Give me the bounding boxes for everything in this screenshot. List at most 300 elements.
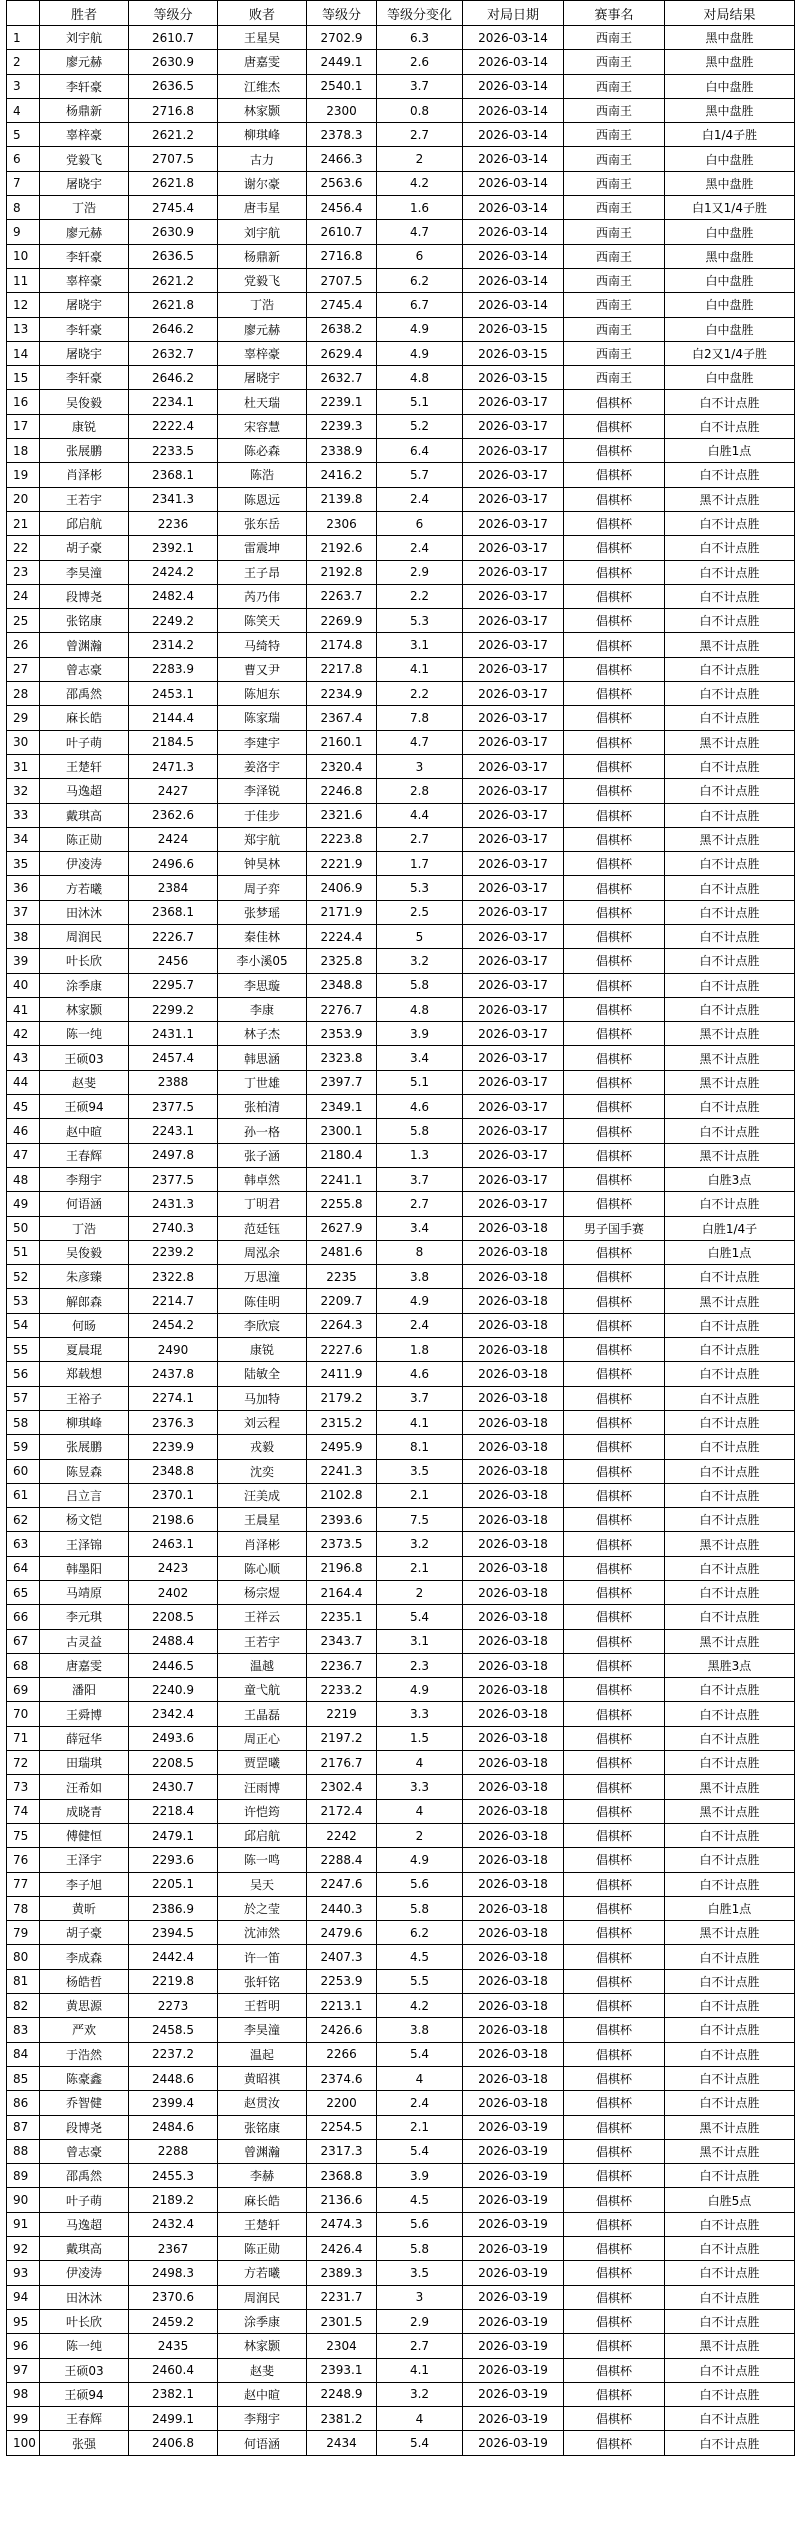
winner-name: 屠晓宇 (40, 341, 129, 365)
loser-rating: 2192.8 (307, 560, 377, 584)
winner-rating: 2457.4 (129, 1046, 218, 1070)
loser-rating: 2174.8 (307, 633, 377, 657)
game-date: 2026-03-17 (463, 706, 564, 730)
game-result: 白胜5点 (665, 2188, 795, 2212)
rating-change: 2.1 (377, 1556, 463, 1580)
event-name: 倡棋杯 (564, 657, 665, 681)
loser-rating: 2474.3 (307, 2212, 377, 2236)
winner-name: 李轩豪 (40, 74, 129, 98)
row-index: 11 (7, 268, 40, 292)
row-index: 77 (7, 1872, 40, 1896)
loser-name: 屠晓宇 (218, 366, 307, 390)
loser-rating: 2440.3 (307, 1896, 377, 1920)
winner-name: 朱彦臻 (40, 1265, 129, 1289)
game-date: 2026-03-19 (463, 2164, 564, 2188)
table-row (7, 1240, 795, 1264)
event-name: 倡棋杯 (564, 1459, 665, 1483)
table-row (7, 1070, 795, 1094)
event-name: 倡棋杯 (564, 949, 665, 973)
loser-rating: 2136.6 (307, 2188, 377, 2212)
loser-name: 李赫 (218, 2164, 307, 2188)
event-name: 倡棋杯 (564, 1265, 665, 1289)
row-index: 47 (7, 1143, 40, 1167)
rating-change: 4.5 (377, 2188, 463, 2212)
event-name: 倡棋杯 (564, 1702, 665, 1726)
winner-rating: 2459.2 (129, 2309, 218, 2333)
loser-rating: 2406.9 (307, 876, 377, 900)
loser-name: 林子杰 (218, 1022, 307, 1046)
game-result: 白胜3点 (665, 1167, 795, 1191)
game-date: 2026-03-18 (463, 1799, 564, 1823)
winner-rating: 2218.4 (129, 1799, 218, 1823)
game-result: 白中盘胜 (665, 74, 795, 98)
loser-rating: 2393.1 (307, 2358, 377, 2382)
winner-rating: 2430.7 (129, 1775, 218, 1799)
loser-rating: 2253.9 (307, 1969, 377, 1993)
event-name: 倡棋杯 (564, 1775, 665, 1799)
rating-change: 6.3 (377, 26, 463, 50)
rating-change: 4.2 (377, 1994, 463, 2018)
game-date: 2026-03-18 (463, 1338, 564, 1362)
row-index: 70 (7, 1702, 40, 1726)
winner-name: 田沐沐 (40, 2285, 129, 2309)
loser-name: 韩卓然 (218, 1167, 307, 1191)
game-result: 白不计点胜 (665, 2066, 795, 2090)
game-date: 2026-03-17 (463, 1046, 564, 1070)
game-date: 2026-03-17 (463, 390, 564, 414)
game-result: 白不计点胜 (665, 779, 795, 803)
rating-change: 5.2 (377, 414, 463, 438)
game-result: 白不计点胜 (665, 1095, 795, 1119)
loser-rating: 2540.1 (307, 74, 377, 98)
game-date: 2026-03-17 (463, 779, 564, 803)
header-rating-change: 等级分变化 (377, 1, 463, 26)
loser-name: 周泓余 (218, 1240, 307, 1264)
game-result: 黑不计点胜 (665, 1629, 795, 1653)
loser-rating: 2234.9 (307, 682, 377, 706)
game-date: 2026-03-17 (463, 1192, 564, 1216)
loser-rating: 2411.9 (307, 1362, 377, 1386)
game-result: 黑中盘胜 (665, 98, 795, 122)
winner-name: 李子旭 (40, 1872, 129, 1896)
loser-rating: 2343.7 (307, 1629, 377, 1653)
rating-change: 2.7 (377, 1192, 463, 1216)
row-index: 75 (7, 1823, 40, 1847)
table-row (7, 171, 795, 195)
game-date: 2026-03-14 (463, 220, 564, 244)
table-row (7, 1459, 795, 1483)
loser-rating: 2242 (307, 1823, 377, 1847)
winner-name: 曾志豪 (40, 657, 129, 681)
game-result: 白中盘胜 (665, 268, 795, 292)
table-row (7, 1775, 795, 1799)
event-name: 倡棋杯 (564, 536, 665, 560)
game-result: 白胜1点 (665, 1896, 795, 1920)
table-row (7, 2407, 795, 2431)
loser-name: 涂季康 (218, 2309, 307, 2333)
game-result: 白不计点胜 (665, 1751, 795, 1775)
winner-rating: 2479.1 (129, 1823, 218, 1847)
row-index: 23 (7, 560, 40, 584)
loser-name: 马加特 (218, 1386, 307, 1410)
winner-name: 马逸超 (40, 779, 129, 803)
loser-rating: 2449.1 (307, 50, 377, 74)
rating-change: 1.8 (377, 1338, 463, 1362)
game-result: 黑不计点胜 (665, 730, 795, 754)
row-index: 4 (7, 98, 40, 122)
game-result: 黑不计点胜 (665, 827, 795, 851)
game-result: 白不计点胜 (665, 2212, 795, 2236)
event-name: 倡棋杯 (564, 2334, 665, 2358)
table-row (7, 293, 795, 317)
game-result: 白不计点胜 (665, 2358, 795, 2382)
loser-rating: 2426.6 (307, 2018, 377, 2042)
event-name: 倡棋杯 (564, 1751, 665, 1775)
event-name: 倡棋杯 (564, 609, 665, 633)
game-result: 黑胜3点 (665, 1653, 795, 1677)
loser-rating: 2171.9 (307, 900, 377, 924)
game-date: 2026-03-15 (463, 317, 564, 341)
game-result: 黑不计点胜 (665, 487, 795, 511)
winner-name: 王硕94 (40, 1095, 129, 1119)
loser-name: 杨鼎新 (218, 244, 307, 268)
winner-name: 吴俊毅 (40, 390, 129, 414)
row-index: 18 (7, 439, 40, 463)
event-name: 倡棋杯 (564, 852, 665, 876)
loser-name: 王星昊 (218, 26, 307, 50)
game-date: 2026-03-14 (463, 244, 564, 268)
rating-change: 4.7 (377, 220, 463, 244)
rating-change: 5.3 (377, 609, 463, 633)
event-name: 倡棋杯 (564, 1532, 665, 1556)
rating-change: 3.9 (377, 1022, 463, 1046)
table-row (7, 2334, 795, 2358)
game-result: 黑不计点胜 (665, 1022, 795, 1046)
row-index: 58 (7, 1410, 40, 1434)
row-index: 8 (7, 196, 40, 220)
winner-name: 辜梓豪 (40, 123, 129, 147)
game-date: 2026-03-17 (463, 754, 564, 778)
row-index: 22 (7, 536, 40, 560)
row-index: 43 (7, 1046, 40, 1070)
winner-rating: 2274.1 (129, 1386, 218, 1410)
loser-rating: 2353.9 (307, 1022, 377, 1046)
event-name: 倡棋杯 (564, 2237, 665, 2261)
game-date: 2026-03-14 (463, 74, 564, 98)
loser-name: 林家颢 (218, 98, 307, 122)
event-name: 倡棋杯 (564, 2066, 665, 2090)
rating-change: 4 (377, 1751, 463, 1775)
loser-name: 康锐 (218, 1338, 307, 1362)
winner-rating: 2367 (129, 2237, 218, 2261)
loser-rating: 2325.8 (307, 949, 377, 973)
event-name: 倡棋杯 (564, 1921, 665, 1945)
row-index: 81 (7, 1969, 40, 1993)
game-date: 2026-03-17 (463, 803, 564, 827)
winner-name: 段博尧 (40, 2115, 129, 2139)
winner-rating: 2456 (129, 949, 218, 973)
rating-change: 3.2 (377, 949, 463, 973)
rating-change: 1.5 (377, 1726, 463, 1750)
winner-rating: 2424 (129, 827, 218, 851)
event-name: 倡棋杯 (564, 2018, 665, 2042)
loser-name: 党毅飞 (218, 268, 307, 292)
loser-rating: 2221.9 (307, 852, 377, 876)
rating-change: 5.8 (377, 1896, 463, 1920)
winner-name: 党毅飞 (40, 147, 129, 171)
loser-name: 许恺筠 (218, 1799, 307, 1823)
game-date: 2026-03-17 (463, 487, 564, 511)
winner-rating: 2239.9 (129, 1435, 218, 1459)
event-name: 倡棋杯 (564, 511, 665, 535)
game-date: 2026-03-18 (463, 1896, 564, 1920)
winner-rating: 2249.2 (129, 609, 218, 633)
game-result: 白不计点胜 (665, 852, 795, 876)
winner-name: 何旸 (40, 1313, 129, 1337)
row-index: 17 (7, 414, 40, 438)
loser-name: 吴天 (218, 1872, 307, 1896)
game-result: 白不计点胜 (665, 1508, 795, 1532)
loser-name: 陆敏全 (218, 1362, 307, 1386)
game-date: 2026-03-18 (463, 2018, 564, 2042)
loser-name: 贾罡曦 (218, 1751, 307, 1775)
winner-rating: 2283.9 (129, 657, 218, 681)
winner-name: 廖元赫 (40, 220, 129, 244)
winner-rating: 2288 (129, 2139, 218, 2163)
table-row (7, 2188, 795, 2212)
table-row (7, 2358, 795, 2382)
row-index: 51 (7, 1240, 40, 1264)
game-date: 2026-03-18 (463, 1653, 564, 1677)
event-name: 倡棋杯 (564, 1070, 665, 1094)
table-row (7, 1896, 795, 1920)
table-row (7, 2018, 795, 2042)
table-row (7, 317, 795, 341)
game-result: 白不计点胜 (665, 949, 795, 973)
table-row (7, 2042, 795, 2066)
game-result: 黑不计点胜 (665, 633, 795, 657)
event-name: 倡棋杯 (564, 487, 665, 511)
event-name: 倡棋杯 (564, 439, 665, 463)
loser-name: 汪美成 (218, 1483, 307, 1507)
loser-rating: 2632.7 (307, 366, 377, 390)
winner-rating: 2299.2 (129, 997, 218, 1021)
winner-name: 叶长欣 (40, 949, 129, 973)
winner-rating: 2490 (129, 1338, 218, 1362)
game-result: 白不计点胜 (665, 463, 795, 487)
game-date: 2026-03-17 (463, 827, 564, 851)
winner-rating: 2205.1 (129, 1872, 218, 1896)
game-result: 白1/4子胜 (665, 123, 795, 147)
winner-rating: 2370.6 (129, 2285, 218, 2309)
loser-name: 刘云程 (218, 1410, 307, 1434)
game-result: 白不计点胜 (665, 1823, 795, 1847)
rating-change: 2.1 (377, 2115, 463, 2139)
event-name: 西南王 (564, 74, 665, 98)
row-index: 63 (7, 1532, 40, 1556)
event-name: 倡棋杯 (564, 1799, 665, 1823)
game-result: 白不计点胜 (665, 682, 795, 706)
rating-change: 1.6 (377, 196, 463, 220)
event-name: 西南王 (564, 123, 665, 147)
game-date: 2026-03-15 (463, 341, 564, 365)
event-name: 倡棋杯 (564, 2407, 665, 2431)
loser-name: 张柏清 (218, 1095, 307, 1119)
winner-rating: 2198.6 (129, 1508, 218, 1532)
game-date: 2026-03-18 (463, 1435, 564, 1459)
rating-change: 2.1 (377, 1483, 463, 1507)
loser-name: 李翔宇 (218, 2407, 307, 2431)
loser-rating: 2426.4 (307, 2237, 377, 2261)
loser-rating: 2707.5 (307, 268, 377, 292)
winner-rating: 2453.1 (129, 682, 218, 706)
loser-rating: 2254.5 (307, 2115, 377, 2139)
game-date: 2026-03-18 (463, 1751, 564, 1775)
rating-change: 7.8 (377, 706, 463, 730)
row-index: 1 (7, 26, 40, 50)
event-name: 倡棋杯 (564, 973, 665, 997)
loser-rating: 2179.2 (307, 1386, 377, 1410)
winner-name: 杨鼎新 (40, 98, 129, 122)
game-date: 2026-03-19 (463, 2334, 564, 2358)
row-index: 78 (7, 1896, 40, 1920)
event-name: 倡棋杯 (564, 1240, 665, 1264)
row-index: 67 (7, 1629, 40, 1653)
loser-name: 廖元赫 (218, 317, 307, 341)
game-date: 2026-03-15 (463, 366, 564, 390)
game-result: 白不计点胜 (665, 1969, 795, 1993)
winner-name: 陈一纯 (40, 2334, 129, 2358)
game-date: 2026-03-18 (463, 1483, 564, 1507)
table-row (7, 900, 795, 924)
row-index: 96 (7, 2334, 40, 2358)
winner-rating: 2144.4 (129, 706, 218, 730)
row-index: 25 (7, 609, 40, 633)
table-row (7, 1678, 795, 1702)
game-date: 2026-03-17 (463, 997, 564, 1021)
winner-rating: 2295.7 (129, 973, 218, 997)
loser-name: 王晨星 (218, 1508, 307, 1532)
winner-name: 陈豪鑫 (40, 2066, 129, 2090)
event-name: 倡棋杯 (564, 1848, 665, 1872)
row-index: 100 (7, 2431, 40, 2455)
winner-rating: 2435 (129, 2334, 218, 2358)
game-result: 白不计点胜 (665, 1556, 795, 1580)
table-row (7, 1192, 795, 1216)
table-row (7, 1119, 795, 1143)
winner-name: 张展鹏 (40, 1435, 129, 1459)
row-index: 7 (7, 171, 40, 195)
loser-name: 张子涵 (218, 1143, 307, 1167)
game-date: 2026-03-17 (463, 657, 564, 681)
rating-change: 5.8 (377, 2237, 463, 2261)
event-name: 倡棋杯 (564, 1605, 665, 1629)
loser-name: 黄昭祺 (218, 2066, 307, 2090)
loser-name: 杨宗煜 (218, 1581, 307, 1605)
row-index: 21 (7, 511, 40, 535)
winner-rating: 2314.2 (129, 633, 218, 657)
loser-name: 温越 (218, 1653, 307, 1677)
row-index: 97 (7, 2358, 40, 2382)
winner-rating: 2341.3 (129, 487, 218, 511)
rating-change: 6.2 (377, 1921, 463, 1945)
table-row (7, 973, 795, 997)
winner-name: 成晓青 (40, 1799, 129, 1823)
rating-change: 3.7 (377, 1167, 463, 1191)
row-index: 62 (7, 1508, 40, 1532)
loser-name: 谢尔豪 (218, 171, 307, 195)
game-result: 白胜1/4子 (665, 1216, 795, 1240)
loser-rating: 2317.3 (307, 2139, 377, 2163)
table-row (7, 74, 795, 98)
game-result: 白不计点胜 (665, 900, 795, 924)
game-date: 2026-03-17 (463, 560, 564, 584)
game-result: 白不计点胜 (665, 754, 795, 778)
game-result: 白胜1点 (665, 1240, 795, 1264)
event-name: 倡棋杯 (564, 2091, 665, 2115)
game-date: 2026-03-18 (463, 1265, 564, 1289)
loser-rating: 2349.1 (307, 1095, 377, 1119)
table-row (7, 2237, 795, 2261)
game-date: 2026-03-18 (463, 2091, 564, 2115)
loser-name: 何语涵 (218, 2431, 307, 2455)
event-name: 倡棋杯 (564, 779, 665, 803)
loser-rating: 2236.7 (307, 1653, 377, 1677)
winner-name: 马靖原 (40, 1581, 129, 1605)
row-index: 72 (7, 1751, 40, 1775)
rating-change: 2.9 (377, 2309, 463, 2333)
winner-name: 屠晓宇 (40, 293, 129, 317)
winner-name: 郑载想 (40, 1362, 129, 1386)
loser-name: 赵贯汝 (218, 2091, 307, 2115)
rating-change: 4.1 (377, 1410, 463, 1434)
loser-rating: 2231.7 (307, 2285, 377, 2309)
winner-rating: 2377.5 (129, 1095, 218, 1119)
rating-change: 3.8 (377, 2018, 463, 2042)
table-row (7, 1532, 795, 1556)
winner-rating: 2455.3 (129, 2164, 218, 2188)
loser-name: 张东岳 (218, 511, 307, 535)
winner-rating: 2496.6 (129, 852, 218, 876)
rating-change: 5.8 (377, 1119, 463, 1143)
winner-rating: 2621.8 (129, 293, 218, 317)
game-result: 白不计点胜 (665, 2285, 795, 2309)
table-row (7, 26, 795, 50)
event-name: 倡棋杯 (564, 2115, 665, 2139)
event-name: 倡棋杯 (564, 754, 665, 778)
event-name: 倡棋杯 (564, 2212, 665, 2236)
game-result: 黑不计点胜 (665, 2115, 795, 2139)
winner-rating: 2646.2 (129, 366, 218, 390)
loser-rating: 2235 (307, 1265, 377, 1289)
winner-rating: 2636.5 (129, 244, 218, 268)
winner-rating: 2621.2 (129, 123, 218, 147)
row-index: 35 (7, 852, 40, 876)
loser-name: 戎毅 (218, 1435, 307, 1459)
event-name: 倡棋杯 (564, 390, 665, 414)
winner-rating: 2239.2 (129, 1240, 218, 1264)
row-index: 83 (7, 2018, 40, 2042)
event-name: 倡棋杯 (564, 1653, 665, 1677)
rating-change: 5.5 (377, 1969, 463, 1993)
row-index: 9 (7, 220, 40, 244)
event-name: 倡棋杯 (564, 682, 665, 706)
event-name: 西南王 (564, 220, 665, 244)
table-row (7, 390, 795, 414)
loser-rating: 2397.7 (307, 1070, 377, 1094)
winner-name: 黄思源 (40, 1994, 129, 2018)
event-name: 倡棋杯 (564, 1678, 665, 1702)
